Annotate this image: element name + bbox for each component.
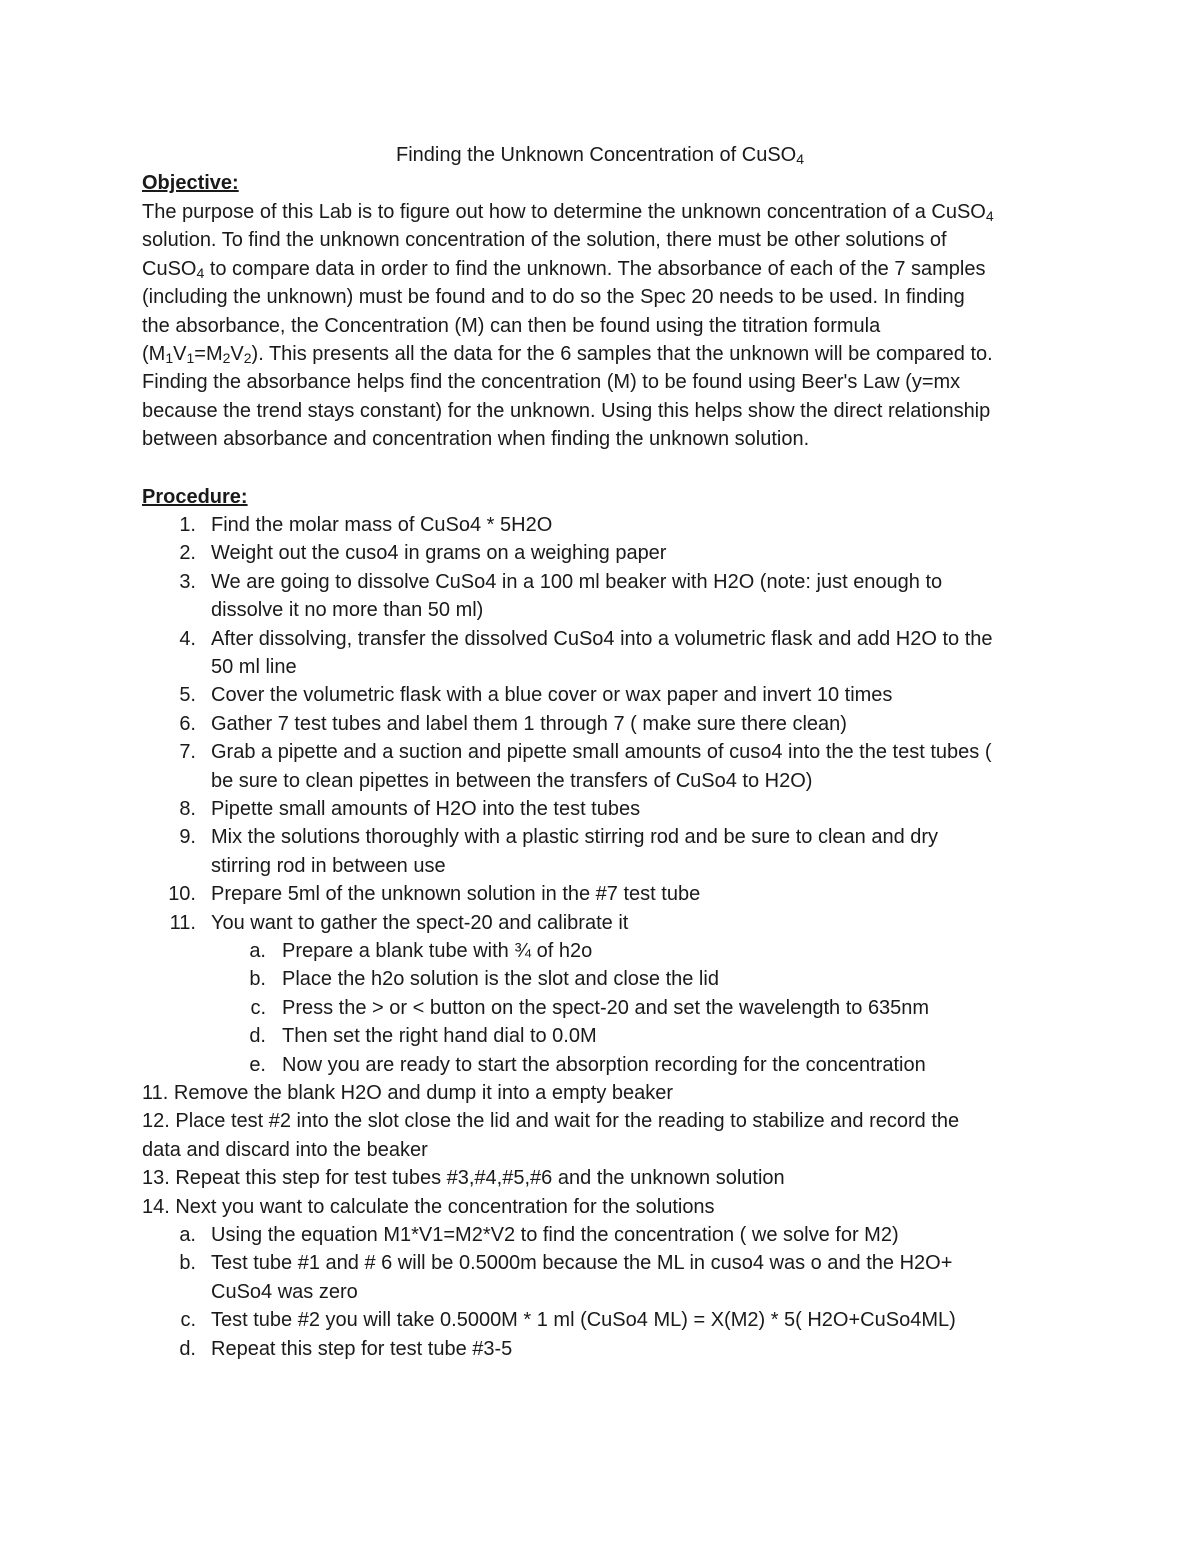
calibration-step-text: Then set the right hand dial to 0.0M bbox=[282, 1025, 597, 1048]
objective-line: CuSO$_4$ to compare data in order to find the unknown. The absorbance of each of the 7 samples bbox=[142, 257, 986, 281]
calculation-step-number: d. bbox=[179, 1337, 196, 1360]
calculation-step-text: Repeat this step for test tube #3-5 bbox=[211, 1337, 513, 1360]
objective-line: between absorbance and concentration when finding the unknown solution. bbox=[142, 428, 810, 451]
procedure-step-text: data and discard into the beaker bbox=[142, 1138, 428, 1161]
procedure-item-text: Cover the volumetric flask with a blue cover or wax paper and invert 10 times bbox=[211, 684, 893, 707]
title-text: Finding the Unknown Concentration of CuSO bbox=[395, 144, 797, 166]
calibration-step-number: a. bbox=[249, 940, 266, 962]
procedure-heading: Procedure: bbox=[142, 486, 248, 508]
calibration-step-number: b. bbox=[249, 968, 266, 991]
procedure-item-number: 2. bbox=[179, 542, 196, 565]
objective-line: The purpose of this Lab is to figure out how to determine the unknown concentration of a CuSO$_4$ bbox=[142, 201, 994, 224]
procedure-item-number: 4. bbox=[179, 627, 196, 650]
procedure-item-text: Gather 7 test tubes and label them 1 through 7 ( make sure there clean) bbox=[211, 712, 847, 735]
procedure-item-text: 50 ml line bbox=[211, 656, 297, 678]
procedure-item-number: 7. bbox=[179, 741, 196, 764]
procedure-item-text: Mix the solutions thoroughly with a plastic stirring rod and be sure to clean and dry bbox=[211, 826, 939, 849]
procedure-step-text: 11. Remove the blank H2O and dump it into a empty beaker bbox=[142, 1082, 674, 1104]
procedure-item-text: You want to gather the spect-20 and calibrate it bbox=[211, 911, 629, 934]
calculation-step-number: b. bbox=[179, 1252, 196, 1275]
calibration-step-number: d. bbox=[249, 1025, 266, 1048]
objective-line: $(M_1V_1=M_2V_2)$. This presents all the data for the 6 samples that the unknown will be compared to. bbox=[142, 343, 993, 367]
procedure-item-number: 8. bbox=[179, 798, 196, 820]
procedure-item-text: dissolve it no more than 50 ml) bbox=[211, 599, 484, 622]
procedure-item-number: 5. bbox=[179, 684, 196, 707]
procedure-item-number: 11. bbox=[169, 911, 196, 934]
procedure-step-text: 12. Place test #2 into the slot close the lid and wait for the reading to stabilize and record the bbox=[142, 1110, 960, 1133]
objective-line: solution. To find the unknown concentration of the solution, there must be other solutions of bbox=[142, 229, 947, 252]
calculation-step-number: a. bbox=[179, 1224, 196, 1246]
calibration-step-text: Now you are ready to start the absorption recording for the concentration bbox=[282, 1053, 926, 1076]
procedure-step-text: 14. Next you want to calculate the concentration for the solutions bbox=[142, 1195, 715, 1218]
procedure-item-text: Prepare 5ml of the unknown solution in the #7 test tube bbox=[211, 883, 701, 906]
objective-paragraph bbox=[142, 198, 1072, 454]
procedure-item-text: Weight out the cuso4 in grams on a weighing paper bbox=[211, 542, 667, 565]
procedure-item-text: Grab a pipette and a suction and pipette small amounts of cuso4 into the the test tubes ( bbox=[211, 741, 992, 764]
procedure-item-number: 10. bbox=[168, 883, 196, 906]
procedure-item-text: Find the molar mass of CuSo4 * 5H2O bbox=[211, 514, 553, 536]
calibration-step-number: e. bbox=[249, 1053, 266, 1076]
calculation-step-text: Test tube #1 and # 6 will be 0.5000m because the ML in cuso4 was o and the H2O+ bbox=[211, 1252, 953, 1275]
procedure-item-number: 6. bbox=[179, 712, 196, 735]
procedure-item-number: 9. bbox=[179, 826, 196, 849]
procedure-item-text: be sure to clean pipettes in between the transfers of CuSo4 to H2O) bbox=[211, 769, 813, 792]
procedure-step-text: 13. Repeat this step for test tubes #3,#4,#5,#6 and the unknown solution bbox=[142, 1167, 785, 1190]
objective-line: (including the unknown) must be found and to do so the Spec 20 needs to be used. In finding bbox=[142, 286, 965, 309]
calibration-step-text: Press the > or < button on the spect-20 and set the wavelength to 635nm bbox=[282, 996, 930, 1019]
page-title bbox=[0, 142, 1200, 168]
objective-heading: Objective: bbox=[142, 172, 239, 194]
calibration-step-number: c. bbox=[250, 996, 266, 1019]
procedure-item-text: After dissolving, transfer the dissolved CuSo4 into a volumetric flask and add H2O to the bbox=[211, 627, 993, 650]
objective-line: the absorbance, the Concentration (M) can then be found using the titration formula bbox=[142, 314, 881, 337]
calculation-step-number: c. bbox=[180, 1309, 196, 1332]
procedure-item-number: 3. bbox=[179, 570, 196, 593]
calibration-step-text: Prepare a blank tube with ¾ of h2o bbox=[282, 940, 593, 962]
calibration-step-text: Place the h2o solution is the slot and close the lid bbox=[282, 968, 719, 991]
procedure-item-text: Pipette small amounts of H2O into the test tubes bbox=[211, 798, 641, 820]
procedure-item-text: We are going to dissolve CuSo4 in a 100 ml beaker with H2O (note: just enough to bbox=[211, 570, 943, 593]
procedure-item-number: 1. bbox=[179, 514, 196, 536]
title-subscript: 4 bbox=[796, 151, 805, 167]
calculation-step-text: CuSo4 was zero bbox=[211, 1280, 358, 1303]
procedure-item-text: stirring rod in between use bbox=[211, 854, 446, 877]
calculation-step-text: Test tube #2 you will take 0.5000M * 1 ml (CuSo4 ML) = X(M2) * 5( H2O+CuSo4ML) bbox=[211, 1309, 956, 1332]
calculation-step-text: Using the equation M1*V1=M2*V2 to find the concentration ( we solve for M2) bbox=[211, 1224, 899, 1246]
objective-line: because the trend stays constant) for the unknown. Using this helps show the direct relationship bbox=[142, 399, 991, 422]
objective-line: Finding the absorbance helps find the concentration (M) to be found using Beer's Law (y=mx bbox=[142, 371, 961, 394]
